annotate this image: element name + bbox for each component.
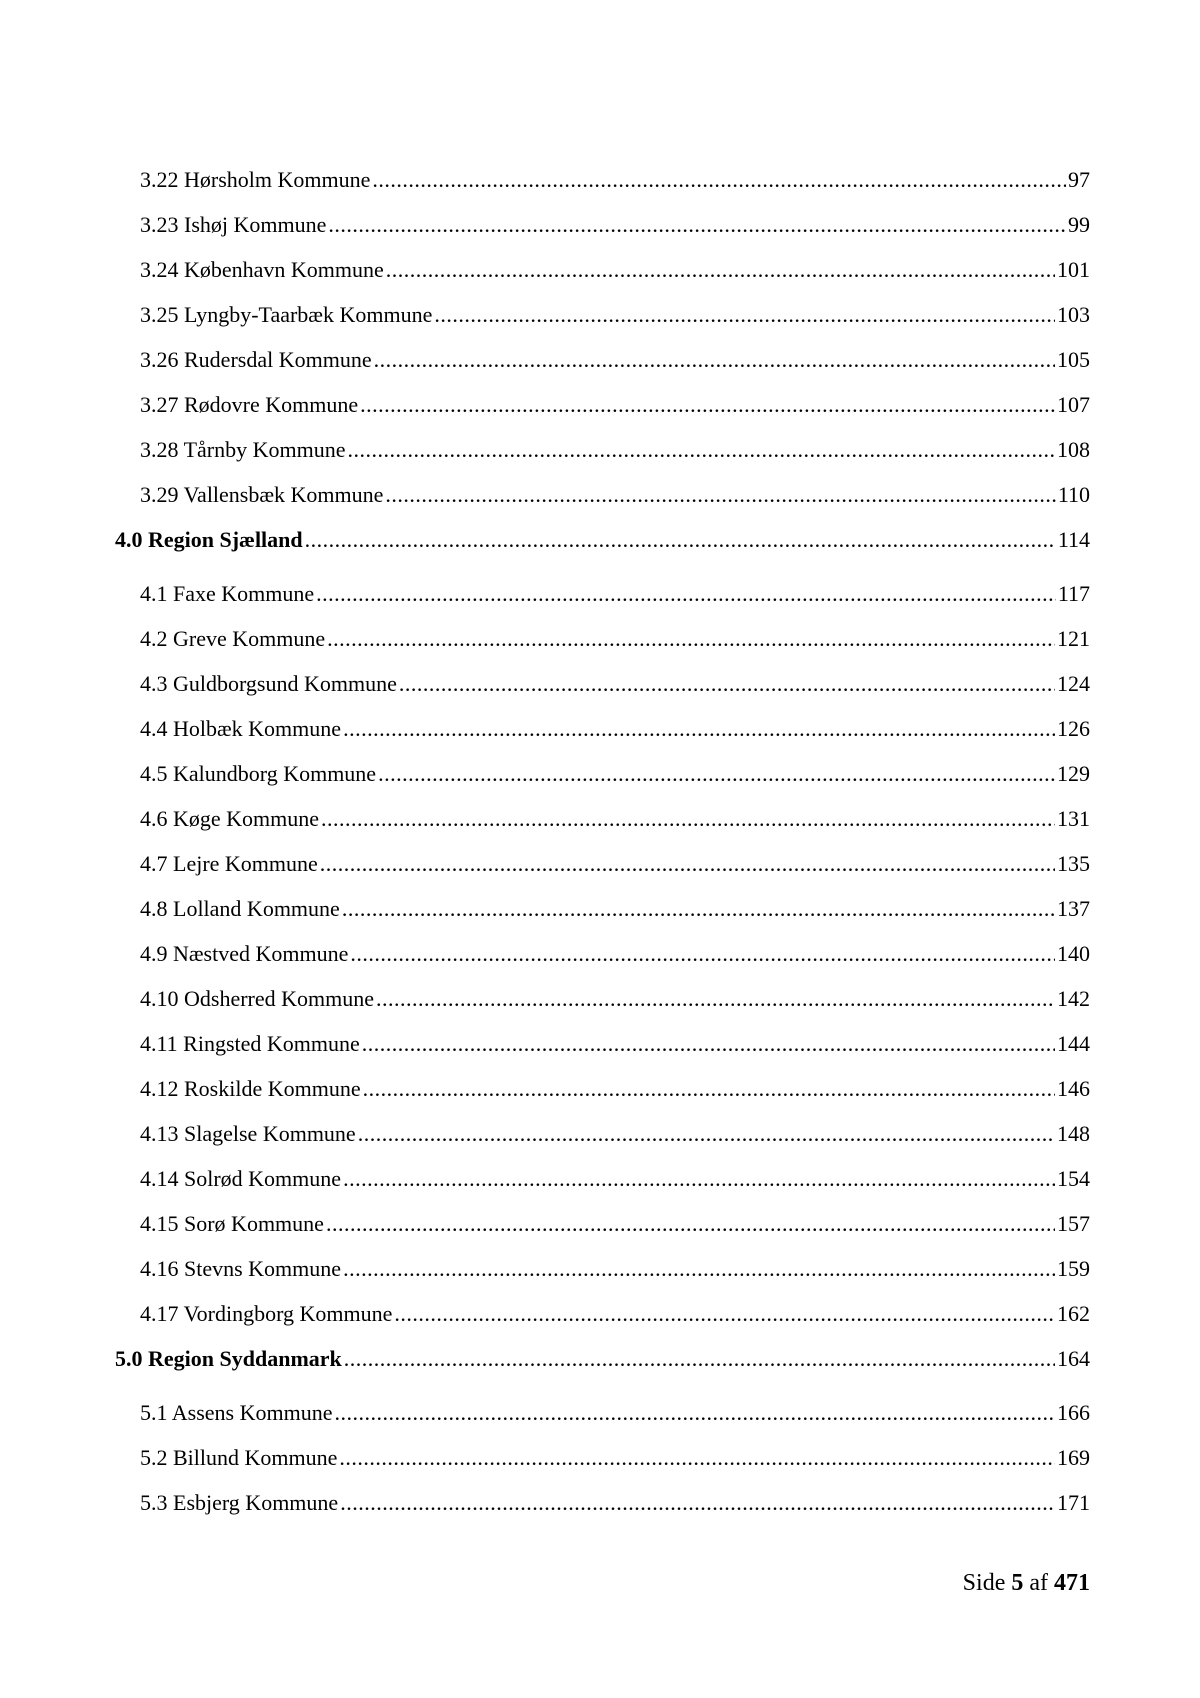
dot-leader [362,1030,1055,1058]
toc-entry-page: 171 [1057,1490,1090,1515]
dot-leader [316,580,1056,608]
dot-leader [360,391,1055,419]
current-page-number: 5 [1011,1570,1024,1596]
toc-entry[interactable] [0,760,1200,805]
toc-entry[interactable] [0,1210,1200,1255]
toc-entry-title: 4.3 Guldborgsund Kommune [140,671,397,696]
dot-leader [326,1210,1055,1238]
toc-entry-page: 131 [1057,806,1090,831]
toc-entry-title: 4.4 Holbæk Kommune [140,716,342,741]
dot-leader [344,1345,1055,1373]
toc-entry-page: 159 [1057,1256,1090,1281]
toc-entry-title: 3.23 Ishøj Kommune [140,212,327,237]
dot-leader [363,1075,1055,1103]
toc-entry-title: 4.14 Solrød Kommune [140,1166,342,1191]
toc-entry[interactable] [0,715,1200,760]
toc-entry[interactable] [0,391,1200,436]
dot-leader [342,895,1055,923]
toc-entry-page: 166 [1057,1400,1090,1425]
toc-entry-title: 4.2 Greve Kommune [140,626,326,651]
toc-entry-title: 4.1 Faxe Kommune [140,581,315,606]
dot-leader [339,1444,1055,1472]
toc-entry-page: 103 [1057,302,1090,327]
toc-entry-title: 4.15 Sorø Kommune [140,1211,324,1236]
footer-prefix: Side [962,1570,1006,1596]
toc-entry[interactable] [0,850,1200,895]
dot-leader [378,760,1055,788]
dot-leader [374,346,1055,374]
toc-entry-title: 4.11 Ringsted Kommune [140,1031,360,1056]
toc-entry[interactable] [0,211,1200,256]
toc-entry[interactable] [0,166,1200,211]
toc-entry[interactable] [0,1165,1200,1210]
toc-entry-page: 148 [1057,1121,1090,1146]
dot-leader [386,256,1055,284]
dot-leader [335,1399,1056,1427]
toc-entry-page: 117 [1057,581,1090,606]
toc-entry-title: 4.10 Odsherred Kommune [140,986,375,1011]
toc-entry-title: 5.2 Billund Kommune [140,1445,338,1470]
toc-entry-page: 140 [1057,941,1090,966]
dot-leader [348,436,1055,464]
dot-leader [327,625,1055,653]
table-of-contents [0,166,1200,1534]
toc-entry[interactable] [0,1489,1200,1534]
toc-entry-title: 3.26 Rudersdal Kommune [140,347,372,372]
toc-entry[interactable] [0,346,1200,391]
toc-entry-page: 129 [1057,761,1090,786]
toc-entry-page: 108 [1057,437,1090,462]
toc-entry-page: 121 [1057,626,1090,651]
dot-leader [434,301,1055,329]
toc-entry[interactable] [0,1120,1200,1165]
toc-entry[interactable] [0,301,1200,346]
dot-leader [340,1489,1055,1517]
toc-entry[interactable] [0,1444,1200,1489]
toc-entry-title: 5.0 Region Syddanmark [115,1346,342,1371]
toc-entry-title: 3.25 Lyngby-Taarbæk Kommune [140,302,433,327]
toc-entry[interactable] [0,1300,1200,1345]
toc-entry-page: 169 [1057,1445,1090,1470]
page-footer [963,1570,1090,1597]
toc-entry-page: 144 [1057,1031,1090,1056]
toc-entry-title: 4.12 Roskilde Kommune [140,1076,361,1101]
toc-entry-title: 5.1 Assens Kommune [140,1400,333,1425]
toc-entry-page: 126 [1057,716,1090,741]
toc-entry[interactable] [0,436,1200,481]
toc-entry-title: 4.9 Næstved Kommune [140,941,349,966]
toc-entry[interactable] [0,895,1200,940]
dot-leader [343,715,1055,743]
toc-entry-title: 4.17 Vordingborg Kommune [140,1301,393,1326]
toc-entry-page: 157 [1057,1211,1090,1236]
toc-entry[interactable] [0,1030,1200,1075]
dot-leader [372,166,1066,194]
dot-leader [394,1300,1055,1328]
toc-entry-page: 146 [1057,1076,1090,1101]
toc-entry[interactable] [0,481,1200,526]
toc-entry[interactable] [0,1399,1200,1444]
toc-entry-page: 99 [1068,212,1090,237]
total-page-count: 471 [1054,1570,1090,1596]
dot-leader [328,211,1066,239]
dot-leader [358,1120,1055,1148]
toc-entry-page: 137 [1057,896,1090,921]
dot-leader [385,481,1055,509]
toc-entry[interactable] [0,1255,1200,1300]
toc-entry[interactable] [0,625,1200,670]
toc-entry[interactable] [0,580,1200,625]
toc-entry-title: 3.29 Vallensbæk Kommune [140,482,384,507]
toc-entry-title: 4.7 Lejre Kommune [140,851,318,876]
footer-middle: af [1029,1570,1048,1596]
toc-entry-page: 124 [1057,671,1090,696]
toc-entry[interactable] [0,985,1200,1030]
toc-section-entry[interactable] [0,526,1200,580]
toc-entry-page: 135 [1057,851,1090,876]
toc-entry-title: 4.0 Region Sjælland [115,527,303,552]
toc-entry-title: 4.13 Slagelse Kommune [140,1121,356,1146]
toc-entry-title: 4.5 Kalundborg Kommune [140,761,377,786]
toc-entry-page: 114 [1057,527,1090,552]
dot-leader [399,670,1055,698]
toc-entry-page: 107 [1057,392,1090,417]
dot-leader [376,985,1055,1013]
toc-entry-page: 154 [1057,1166,1090,1191]
toc-entry-page: 101 [1057,257,1090,282]
dot-leader [305,526,1056,554]
toc-entry-title: 3.24 København Kommune [140,257,384,282]
toc-entry-title: 4.6 Køge Kommune [140,806,320,831]
toc-entry-page: 142 [1057,986,1090,1011]
toc-entry-page: 164 [1057,1346,1090,1371]
toc-entry[interactable] [0,670,1200,715]
toc-entry[interactable] [0,940,1200,985]
dot-leader [343,1165,1055,1193]
toc-entry-title: 3.28 Tårnby Kommune [140,437,346,462]
dot-leader [320,850,1055,878]
toc-entry-title: 3.22 Hørsholm Kommune [140,167,371,192]
toc-entry-page: 110 [1057,482,1090,507]
toc-entry-title: 5.3 Esbjerg Kommune [140,1490,339,1515]
toc-entry-title: 3.27 Rødovre Kommune [140,392,359,417]
toc-entry-page: 105 [1057,347,1090,372]
toc-entry[interactable] [0,805,1200,850]
toc-entry-page: 162 [1057,1301,1090,1326]
toc-entry-title: 4.8 Lolland Kommune [140,896,340,921]
toc-section-entry[interactable] [0,1345,1200,1399]
toc-entry[interactable] [0,1075,1200,1120]
dot-leader [321,805,1055,833]
toc-entry-page: 97 [1068,167,1090,192]
dot-leader [343,1255,1055,1283]
toc-entry[interactable] [0,256,1200,301]
dot-leader [350,940,1055,968]
toc-entry-title: 4.16 Stevns Kommune [140,1256,342,1281]
